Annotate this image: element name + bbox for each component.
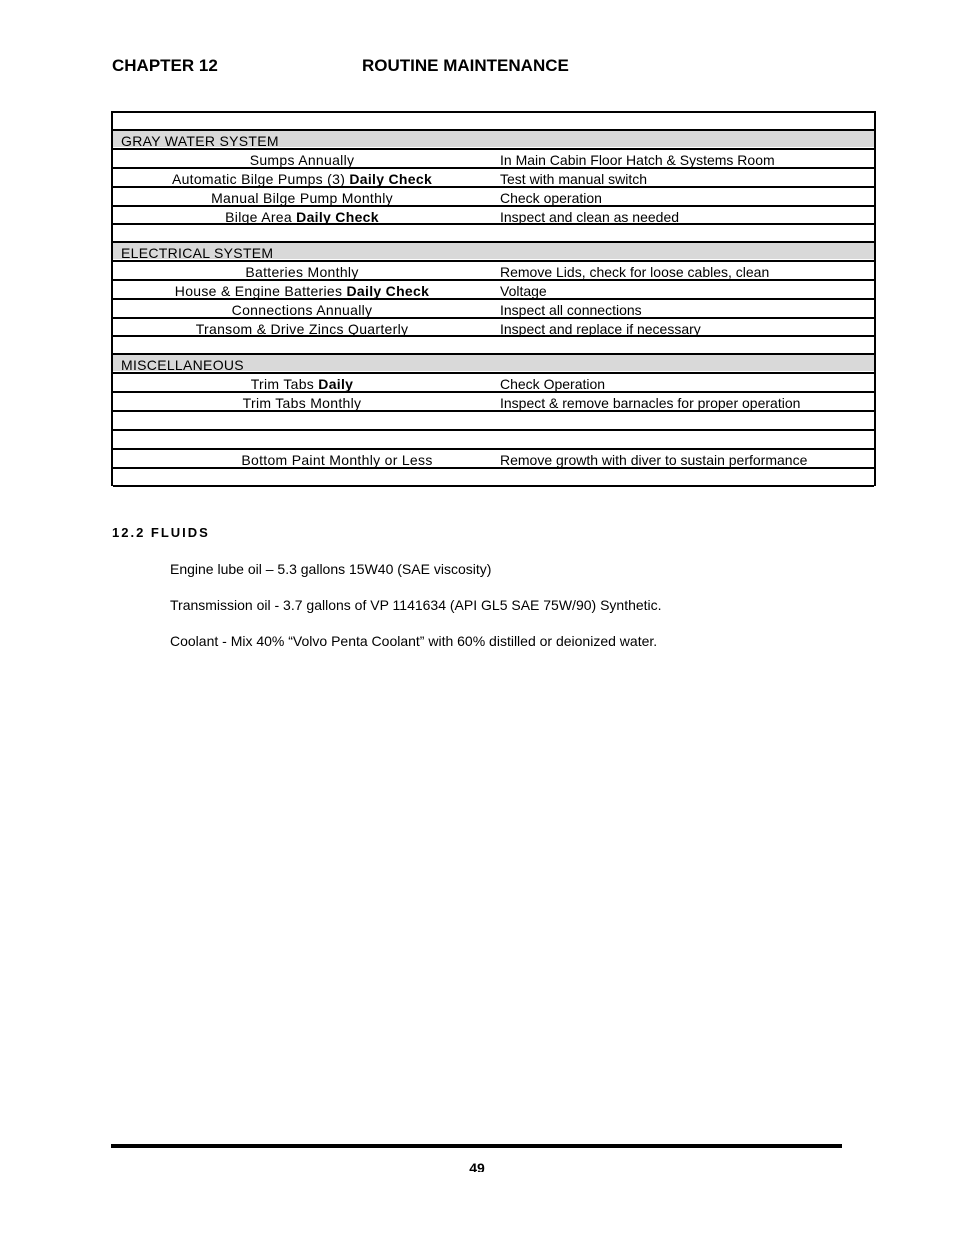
item-cell: Bottom Paint Monthly or Less xyxy=(241,452,433,468)
action-cell: Remove growth with diver to sustain performance xyxy=(500,452,808,468)
page-number: 49 xyxy=(469,1160,485,1172)
chapter-label: CHAPTER 12 xyxy=(112,56,218,75)
item-cell: Trim Tabs Monthly xyxy=(242,395,362,411)
action-cell: Inspect & remove barnacles for proper operation xyxy=(500,395,801,411)
section-heading-gray-water xyxy=(113,129,874,147)
fluid-item: Engine lube oil – 5.3 gallons 15W40 (SAE viscosity) xyxy=(170,561,492,577)
action-cell: Inspect and clean as needed xyxy=(500,209,680,225)
maintenance-table xyxy=(111,111,876,486)
action-cell: Check operation xyxy=(500,190,602,206)
footer-rule xyxy=(111,1144,842,1148)
item-cell: Transom & Drive Zincs Quarterly xyxy=(195,321,409,337)
table-row xyxy=(113,186,874,204)
table-row-blank xyxy=(113,223,874,241)
table-row xyxy=(113,279,874,297)
action-cell: Remove Lids, check for loose cables, clean xyxy=(500,264,770,280)
table-row-blank xyxy=(113,111,874,129)
item-cell: Bilge Area Daily Check xyxy=(225,209,379,225)
item-cell: Automatic Bilge Pumps (3) Daily Check xyxy=(171,171,433,187)
item-cell: Sumps Annually xyxy=(249,152,355,168)
item-cell: House & Engine Batteries Daily Check xyxy=(174,283,430,299)
table-row-blank xyxy=(113,335,874,353)
table-row xyxy=(113,372,874,390)
fluid-item: Transmission oil - 3.7 gallons of VP 1141634 (API GL5 SAE 75W/90) Synthetic. xyxy=(170,597,662,613)
action-cell: Test with manual switch xyxy=(500,171,648,187)
table-row-blank xyxy=(113,429,874,447)
action-cell: Inspect all connections xyxy=(500,302,642,318)
chapter-title: ROUTINE MAINTENANCE xyxy=(362,56,569,75)
item-cell: Trim Tabs Daily xyxy=(250,376,354,392)
section-heading-label: GRAY WATER SYSTEM xyxy=(121,133,279,149)
table-row xyxy=(113,317,874,335)
action-cell: Inspect and replace if necessary xyxy=(500,321,701,337)
table-row xyxy=(113,167,874,185)
table-row xyxy=(113,448,874,466)
action-cell: Voltage xyxy=(500,283,547,299)
fluids-section-title: 12.2 FLUIDS xyxy=(112,525,210,540)
table-row xyxy=(113,391,874,409)
section-heading-electrical xyxy=(113,241,874,259)
item-cell: Manual Bilge Pump Monthly xyxy=(211,190,393,206)
table-row xyxy=(113,260,874,278)
section-heading-label: ELECTRICAL SYSTEM xyxy=(121,245,274,261)
section-heading-miscellaneous xyxy=(113,353,874,371)
action-cell: Check Operation xyxy=(500,376,606,392)
item-cell: Connections Annually xyxy=(231,302,373,318)
table-row-blank xyxy=(113,410,874,428)
section-heading-label: MISCELLANEOUS xyxy=(121,357,244,373)
table-row-blank xyxy=(113,467,874,487)
table-row xyxy=(113,298,874,316)
table-row xyxy=(113,205,874,223)
action-cell: In Main Cabin Floor Hatch & Systems Room xyxy=(500,152,775,168)
item-cell: Batteries Monthly xyxy=(245,264,359,280)
fluid-item: Coolant - Mix 40% “Volvo Penta Coolant” with 60% distilled or deionized water. xyxy=(170,633,658,649)
table-row xyxy=(113,148,874,166)
